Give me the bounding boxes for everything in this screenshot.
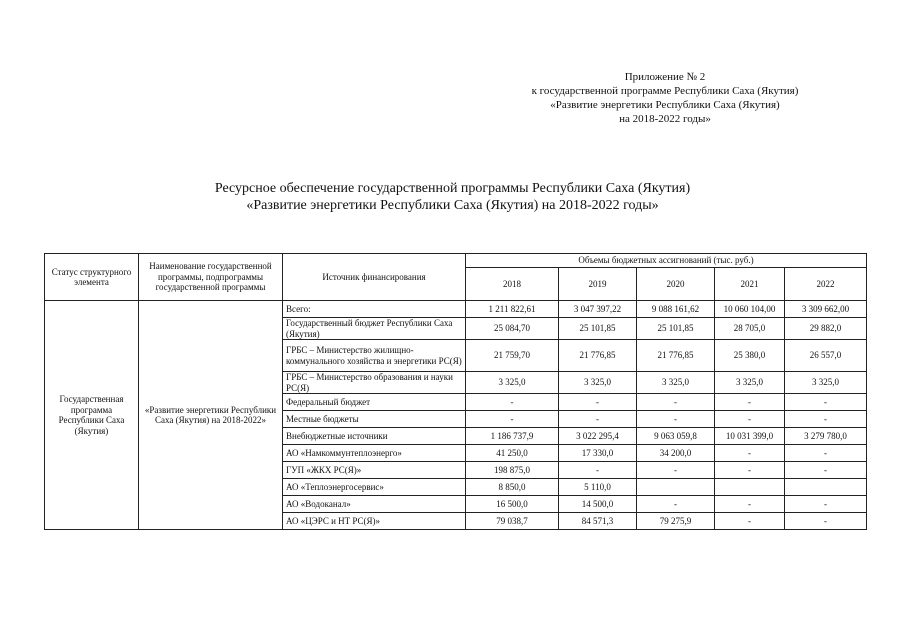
budget-value-cell: - <box>785 496 867 513</box>
budget-value-cell: 9 063 059,8 <box>637 428 715 445</box>
budget-value-cell: - <box>785 513 867 530</box>
budget-value-cell: 79 038,7 <box>466 513 559 530</box>
title-line-2: «Развитие энергетики Республики Саха (Якутия) на 2018-2022 годы» <box>246 198 659 213</box>
funding-source-cell: ГУП «ЖКХ РС(Я)» <box>283 462 466 479</box>
budget-value-cell: - <box>785 462 867 479</box>
budget-value-cell: 84 571,3 <box>559 513 637 530</box>
budget-value-cell: - <box>715 445 785 462</box>
header-year: 2021 <box>715 268 785 301</box>
budget-value-cell: - <box>637 462 715 479</box>
budget-value-cell: 8 850,0 <box>466 479 559 496</box>
budget-value-cell: 3 325,0 <box>559 372 637 394</box>
budget-value-cell: - <box>637 496 715 513</box>
budget-value-cell: 3 279 780,0 <box>785 428 867 445</box>
budget-value-cell: 5 110,0 <box>559 479 637 496</box>
budget-value-cell: 17 330,0 <box>559 445 637 462</box>
budget-value-cell: - <box>715 411 785 428</box>
program-name-cell: «Развитие энергетики Республики Саха (Якутия) на 2018-2022» <box>139 301 283 530</box>
title-line-1: Ресурсное обеспечение государственной программы Республики Саха (Якутия) <box>214 181 691 196</box>
appendix-program-name: «Развитие энергетики Республики Саха (Якутия) <box>550 99 780 111</box>
status-cell: Государственная программа Республики Саха (Якутия) <box>45 301 139 530</box>
funding-source-cell: АО «Намкоммунтеплоэнерго» <box>283 445 466 462</box>
budget-value-cell: 25 380,0 <box>715 340 785 372</box>
appendix-header <box>480 70 850 126</box>
table-body <box>45 301 867 530</box>
budget-value-cell: 10 031 399,0 <box>715 428 785 445</box>
funding-source-cell: ГРБС – Министерство образования и науки РС(Я) <box>283 372 466 394</box>
budget-value-cell: 3 325,0 <box>715 372 785 394</box>
budget-value-cell: - <box>466 394 559 411</box>
budget-value-cell: 1 211 822,61 <box>466 301 559 318</box>
budget-value-cell: - <box>715 462 785 479</box>
header-year: 2018 <box>466 268 559 301</box>
header-funding-source: Источник финансирования <box>283 254 466 301</box>
funding-source-cell: ГРБС – Министерство жилищно-коммунального хозяйства и энергетики РС(Я) <box>283 340 466 372</box>
budget-value-cell: - <box>785 411 867 428</box>
budget-value-cell: 3 325,0 <box>785 372 867 394</box>
funding-source-cell: АО «Теплоэнергосервис» <box>283 479 466 496</box>
budget-value-cell: 3 022 295,4 <box>559 428 637 445</box>
budget-value-cell: 21 776,85 <box>637 340 715 372</box>
budget-value-cell: - <box>559 462 637 479</box>
budget-value-cell: 26 557,0 <box>785 340 867 372</box>
funding-source-cell: Государственный бюджет Республики Саха (Якутия) <box>283 318 466 340</box>
budget-value-cell: - <box>466 411 559 428</box>
budget-value-cell: 41 250,0 <box>466 445 559 462</box>
budget-value-cell <box>715 479 785 496</box>
appendix-number: Приложение № 2 <box>624 71 706 83</box>
header-year: 2022 <box>785 268 867 301</box>
document-title <box>0 180 905 214</box>
budget-value-cell: 1 186 737,9 <box>466 428 559 445</box>
budget-value-cell: 34 200,0 <box>637 445 715 462</box>
budget-value-cell: 198 875,0 <box>466 462 559 479</box>
budget-value-cell: - <box>785 394 867 411</box>
header-status: Статус структурного элемента <box>45 254 139 301</box>
budget-value-cell: 3 047 397,22 <box>559 301 637 318</box>
funding-source-cell: АО «ЦЭРС и НТ РС(Я)» <box>283 513 466 530</box>
budget-value-cell: 25 101,85 <box>637 318 715 340</box>
budget-value-cell: - <box>637 394 715 411</box>
budget-value-cell: 3 309 662,00 <box>785 301 867 318</box>
budget-value-cell: 21 776,85 <box>559 340 637 372</box>
budget-value-cell: 28 705,0 <box>715 318 785 340</box>
funding-source-cell: Всего: <box>283 301 466 318</box>
budget-value-cell: 10 060 104,00 <box>715 301 785 318</box>
budget-value-cell: 3 325,0 <box>637 372 715 394</box>
budget-value-cell: 14 500,0 <box>559 496 637 513</box>
budget-value-cell: - <box>715 496 785 513</box>
budget-value-cell: - <box>559 394 637 411</box>
budget-value-cell: - <box>559 411 637 428</box>
budget-value-cell: 29 882,0 <box>785 318 867 340</box>
budget-value-cell: 9 088 161,62 <box>637 301 715 318</box>
header-program-name: Наименование государственной программы, подпрограммы государственной программы <box>139 254 283 301</box>
budget-value-cell <box>637 479 715 496</box>
budget-value-cell: - <box>785 445 867 462</box>
budget-value-cell: 21 759,70 <box>466 340 559 372</box>
budget-value-cell <box>785 479 867 496</box>
table-row <box>45 301 867 318</box>
appendix-program-ref: к государственной программе Республики Саха (Якутия) <box>531 85 799 97</box>
funding-source-cell: Федеральный бюджет <box>283 394 466 411</box>
header-year: 2020 <box>637 268 715 301</box>
budget-value-cell: - <box>715 513 785 530</box>
appendix-program-years: на 2018-2022 годы» <box>619 113 711 125</box>
header-year: 2019 <box>559 268 637 301</box>
funding-source-cell: Внебюджетные источники <box>283 428 466 445</box>
budget-value-cell: 16 500,0 <box>466 496 559 513</box>
funding-source-cell: Местные бюджеты <box>283 411 466 428</box>
budget-value-cell: 25 084,70 <box>466 318 559 340</box>
budget-value-cell: - <box>637 411 715 428</box>
budget-value-cell: 79 275,9 <box>637 513 715 530</box>
budget-value-cell: - <box>715 394 785 411</box>
funding-source-cell: АО «Водоканал» <box>283 496 466 513</box>
header-budget-volumes: Объемы бюджетных ассигнований (тыс. руб.) <box>466 254 867 268</box>
budget-value-cell: 25 101,85 <box>559 318 637 340</box>
resource-table <box>44 253 867 530</box>
budget-value-cell: 3 325,0 <box>466 372 559 394</box>
